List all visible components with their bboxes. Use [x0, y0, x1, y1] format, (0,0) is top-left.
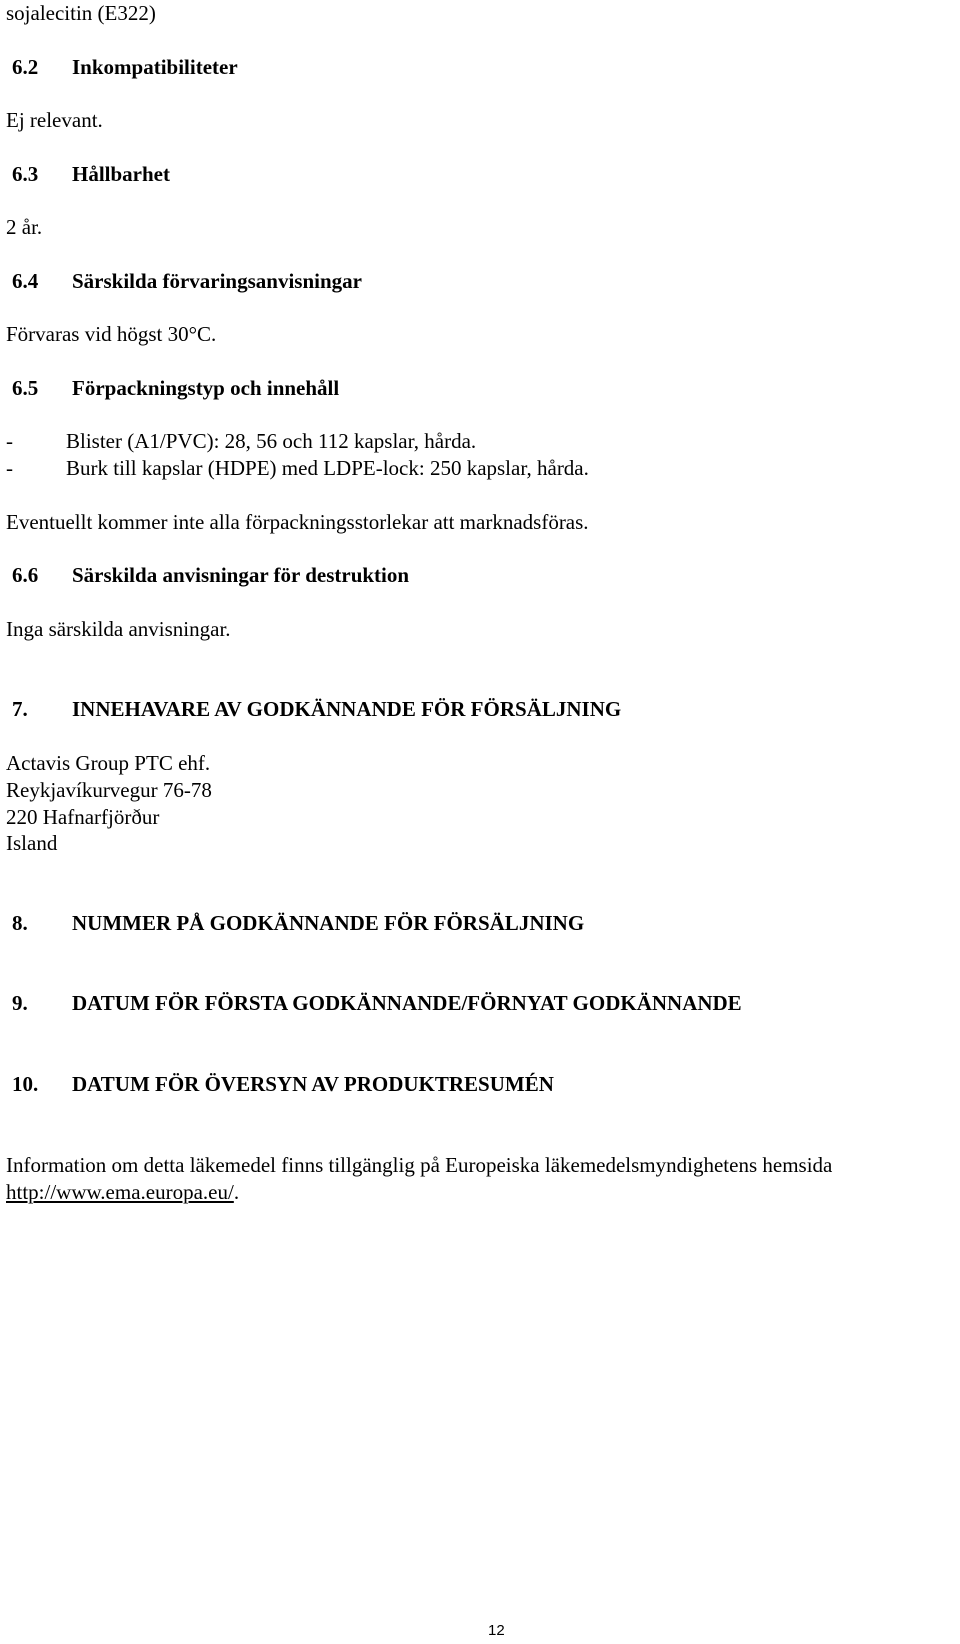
- section-number: 6.2: [12, 55, 39, 79]
- section-6-6-body: Inga särskilda anvisningar.: [6, 617, 231, 641]
- section-number: 8.: [12, 911, 28, 935]
- section-6-3-body: 2 år.: [6, 215, 43, 239]
- address-line: Island: [6, 831, 58, 855]
- section-number: 9.: [12, 991, 28, 1015]
- section-title: Särskilda anvisningar för destruktion: [72, 563, 410, 587]
- section-6-2-body: Ej relevant.: [6, 108, 103, 132]
- section-number: 6.4: [12, 269, 39, 293]
- info-text: Information om detta läkemedel finns tillgänglig på Europeiska läkemedelsmyndighetens hemsida: [6, 1153, 833, 1177]
- section-title: Hållbarhet: [72, 162, 170, 186]
- section-number: 10.: [12, 1072, 39, 1096]
- bullet-dash: -: [6, 456, 13, 480]
- section-number: 6.3: [12, 162, 39, 186]
- link-suffix: .: [233, 1180, 240, 1204]
- section-title: DATUM FÖR FÖRSTA GODKÄNNANDE/FÖRNYAT GODKÄNNANDE: [72, 991, 742, 1015]
- address-line: Actavis Group PTC ehf.: [6, 751, 211, 775]
- list-item-text: Blister (A1/PVC): 28, 56 och 112 kapslar, hårda.: [66, 429, 477, 453]
- section-title: Förpackningstyp och innehåll: [72, 376, 340, 400]
- section-number: 7.: [12, 697, 28, 721]
- page-number: 12: [488, 1622, 505, 1639]
- address-line: 220 Hafnarfjörður: [6, 805, 160, 829]
- ema-website-link[interactable]: http://www.ema.europa.eu/: [6, 1180, 234, 1204]
- address-line: Reykjavíkurvegur 76-78: [6, 778, 212, 802]
- section-title: INNEHAVARE AV GODKÄNNANDE FÖR FÖRSÄLJNING: [72, 697, 622, 721]
- section-title: Inkompatibiliteter: [72, 55, 238, 79]
- list-item-text: Burk till kapslar (HDPE) med LDPE-lock: 250 kapslar, hårda.: [66, 456, 589, 480]
- section-number: 6.6: [12, 563, 39, 587]
- section-title: Särskilda förvaringsanvisningar: [72, 269, 362, 293]
- bullet-dash: -: [6, 429, 13, 453]
- section-number: 6.5: [12, 376, 39, 400]
- section-title: NUMMER PÅ GODKÄNNANDE FÖR FÖRSÄLJNING: [72, 911, 585, 935]
- info-link-line: [6, 1179, 239, 1205]
- section-6-5-note: Eventuellt kommer inte alla förpackningsstorlekar att marknadsföras.: [6, 510, 589, 534]
- section-6-4-body: Förvaras vid högst 30°C.: [6, 322, 217, 346]
- section-title: DATUM FÖR ÖVERSYN AV PRODUKTRESUMÉN: [72, 1072, 554, 1096]
- top-line-text: sojalecitin (E322): [6, 1, 156, 25]
